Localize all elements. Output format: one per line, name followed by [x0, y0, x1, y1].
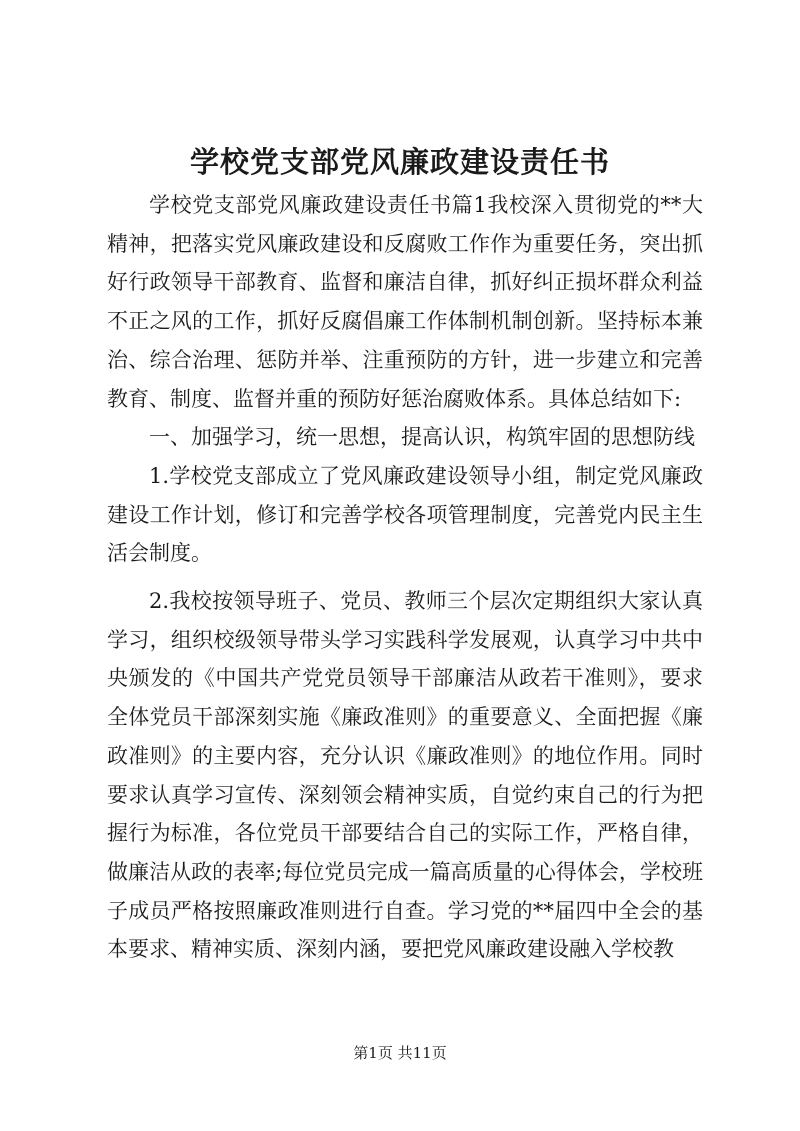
page-number-footer: 第1页 共11页	[353, 1044, 447, 1062]
section-heading: 一、加强学习，统一思想，提高认识，构筑牢固的思想防线	[149, 425, 695, 450]
document-body	[107, 186, 703, 969]
document-title: 学校党支部党风廉政建设责任书	[189, 145, 610, 179]
paragraph-intro: 学校党支部党风廉政建设责任书篇1我校深入贯彻党的**大精神，把落实党风廉政建设和反腐败工作作为重要任务，突出抓好行政领导干部教育、监督和廉洁自律，抓好纠正损坏群众利益不正之风的工作，抓好反腐倡廉工作体制机制创新。坚持标本兼治、综合治理、惩防并举、注重预防的方针，进一步建立和完善教育、制度、监督并重的预防好惩治腐败体系。具体总结如下:	[107, 193, 703, 411]
paragraph-item-1: 1.学校党支部成立了党风廉政建设领导小组，制定党风廉政建设工作计划，修订和完善学校各项管理制度，完善党内民主生活会制度。	[107, 463, 703, 566]
paragraph-item-2: 2.我校按领导班子、党员、教师三个层次定期组织大家认真学习，组织校级领导带头学习实践科学发展观，认真学习中共中央颁发的《中国共产党党员领导干部廉洁从政若干准则》，要求全体党员干部深刻实施《廉政准则》的重要意义、全面把握《廉政准则》的主要内容，充分认识《廉政准则》的地位作用。同时要求认真学习宣传、深刻领会精神实质，自觉约束自己的行为把握行为标准，各位党员干部要结合自己的实际工作，严格自律，做廉洁从政的表率;每位党员完成一篇高质量的心得体会，学校班子成员严格按照廉政准则进行自查。学习党的**届四中全会的基本要求、精神实质、深刻内涵，要把党风廉政建设融入学校教	[107, 589, 703, 962]
